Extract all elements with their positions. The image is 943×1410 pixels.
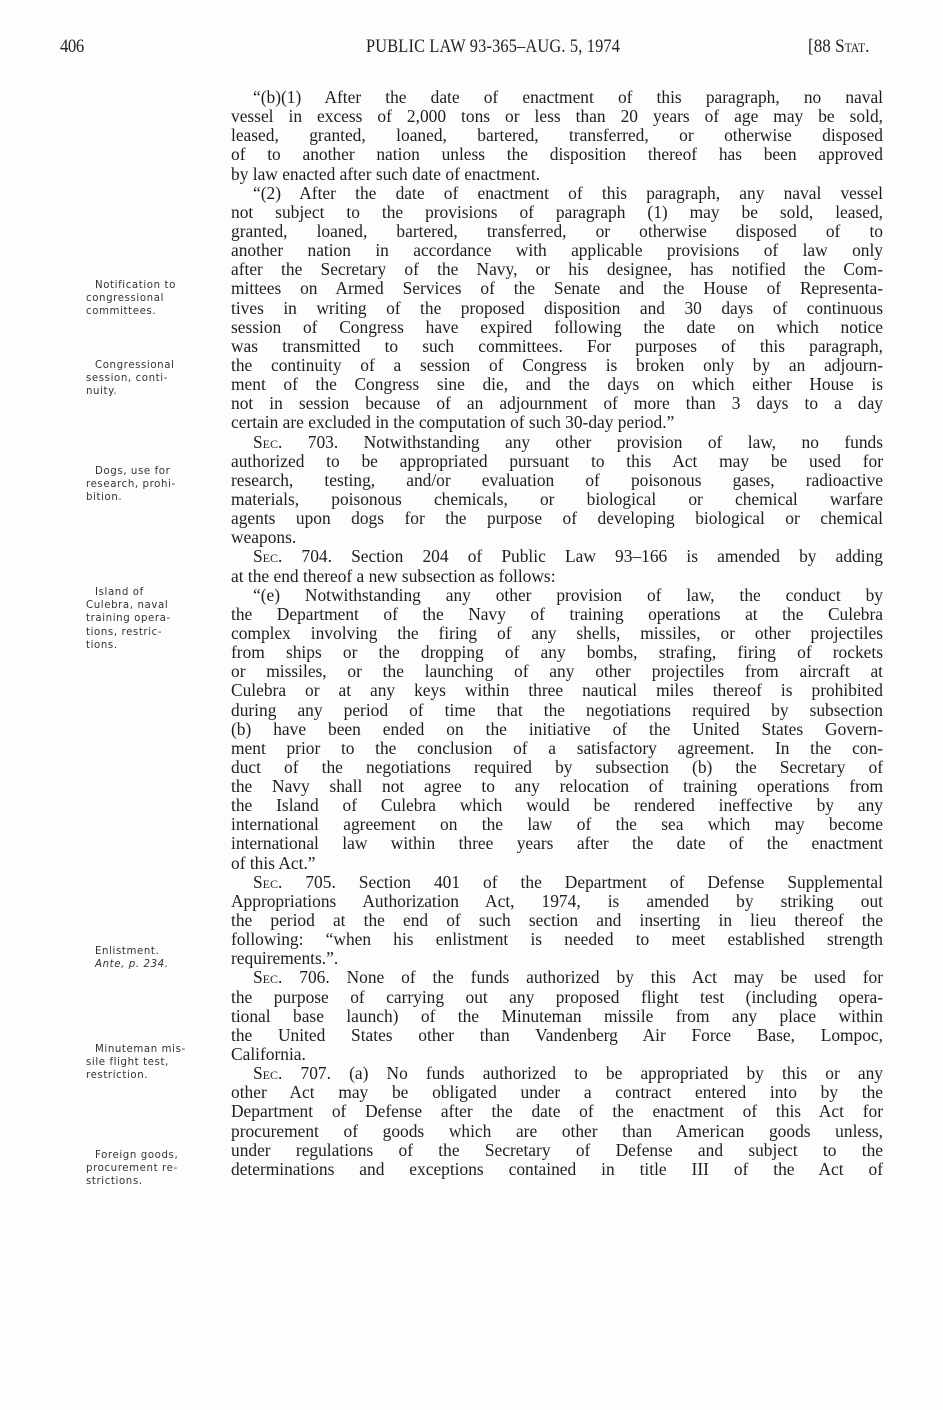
margin-note-line: Notification to bbox=[95, 280, 176, 291]
line-text: the continuity of a session of Congress is broken only by an adjourn- bbox=[231, 354, 883, 375]
line-text: 707. (a) No funds authorized to be appropriated by this or any bbox=[282, 1063, 883, 1084]
text-line bbox=[231, 184, 883, 203]
line-text: not subject to the provisions of paragraph (1) may be sold, leased, bbox=[231, 201, 883, 222]
margin-note-line: Dogs, use for bbox=[95, 466, 171, 477]
text-line bbox=[231, 815, 883, 834]
text-line bbox=[231, 1083, 883, 1102]
line-text: granted, loaned, bartered, transferred, or otherwise disposed of to bbox=[231, 220, 883, 241]
line-text: determinations and exceptions contained in title III of the Act of bbox=[231, 1158, 883, 1179]
margin-note-enlistment bbox=[86, 945, 216, 971]
text-line bbox=[231, 433, 883, 452]
text-line bbox=[231, 241, 883, 260]
margin-note-line: Congressional bbox=[95, 360, 175, 371]
text-line bbox=[231, 279, 883, 298]
margin-note-dogs bbox=[86, 465, 216, 505]
line-text: session of Congress have expired following the date on which notice bbox=[231, 316, 883, 337]
line-text: of to another nation unless the disposition thereof has been approved bbox=[231, 144, 883, 165]
line-text: not in session because of an adjournment of more than 3 days to a day bbox=[231, 393, 883, 414]
line-text: following: “when his enlistment is needed to meet established strength bbox=[231, 929, 883, 950]
text-line bbox=[231, 1160, 883, 1179]
margin-note-foreign-goods bbox=[86, 1149, 216, 1189]
text-line bbox=[231, 222, 883, 241]
margin-note-line: research, prohi- bbox=[86, 479, 176, 491]
text-line bbox=[231, 968, 883, 987]
margin-note-line: tions. bbox=[86, 639, 118, 651]
margin-note-congressional-session bbox=[86, 359, 216, 399]
cross-reference: Ante, p. 234. bbox=[95, 959, 169, 971]
line-text: Culebra or at any keys within three nautical miles thereof is prohibited bbox=[231, 680, 883, 701]
line-text: mittees on Armed Services of the Senate and the House of Representa- bbox=[231, 278, 883, 299]
text-line bbox=[231, 1102, 883, 1121]
section-label: Sec. bbox=[253, 546, 283, 567]
line-text: 704. Section 204 of Public Law 93–166 is amended by adding bbox=[282, 546, 883, 567]
text-line bbox=[231, 605, 883, 624]
statute-volume: [88 bbox=[808, 36, 836, 57]
text-line bbox=[231, 394, 883, 413]
line-text: the Island of Culebra which would be rendered ineffective by any bbox=[231, 795, 883, 816]
body-text bbox=[231, 88, 883, 1179]
margin-note-line: Foreign goods, bbox=[95, 1150, 179, 1161]
text-line bbox=[231, 911, 883, 930]
text-line bbox=[231, 1122, 883, 1141]
section-label: Sec. bbox=[253, 431, 283, 452]
line-text: procurement of goods which are other than American goods unless, bbox=[231, 1120, 883, 1141]
margin-note-line: procurement re- bbox=[86, 1163, 178, 1175]
text-line bbox=[231, 413, 883, 432]
text-line bbox=[231, 567, 883, 586]
line-text: the Department of the Navy of training operations at the Culebra bbox=[231, 603, 883, 624]
line-text: other Act may be obligated under a contract entered into by the bbox=[231, 1082, 883, 1103]
line-text: by law enacted after such date of enactment. bbox=[231, 163, 541, 184]
margin-note-line: Enlistment. bbox=[95, 946, 160, 957]
line-text: vessel in excess of 2,000 tons or less than 20 years of age may be sold, bbox=[231, 106, 883, 127]
line-text: 706. None of the funds authorized by this Act may be used for bbox=[282, 967, 883, 988]
text-line bbox=[231, 547, 883, 566]
text-line bbox=[231, 739, 883, 758]
line-text: or missiles, or the launching of any other projectiles from aircraft at bbox=[231, 661, 883, 682]
line-text: 705. Section 401 of the Department of Defense Supplemental bbox=[282, 871, 883, 892]
text-line bbox=[231, 1007, 883, 1026]
margin-note-line: Minuteman mis- bbox=[95, 1044, 186, 1055]
margin-note-culebra bbox=[86, 586, 216, 652]
text-line bbox=[231, 758, 883, 777]
text-line bbox=[231, 796, 883, 815]
line-text: ment prior to the conclusion of a satisfactory agreement. In the con- bbox=[231, 737, 883, 758]
text-line bbox=[231, 834, 883, 853]
text-line bbox=[231, 988, 883, 1007]
text-line bbox=[231, 1045, 883, 1064]
line-text: the purpose of carrying out any proposed flight test (including opera- bbox=[231, 986, 883, 1007]
line-text: the period at the end of such section and inserting in lieu thereof the bbox=[231, 910, 883, 931]
text-line bbox=[231, 528, 883, 547]
line-text: requirements.”. bbox=[231, 948, 339, 969]
line-text: “(2) After the date of enactment of this paragraph, any naval vessel bbox=[253, 182, 883, 203]
section-label: Sec. bbox=[253, 871, 283, 892]
text-line bbox=[231, 930, 883, 949]
line-text: leased, granted, loaned, bartered, transferred, or otherwise disposed bbox=[231, 125, 883, 146]
text-line bbox=[231, 126, 883, 145]
running-header bbox=[0, 36, 943, 60]
text-line bbox=[231, 509, 883, 528]
text-line bbox=[231, 1026, 883, 1045]
text-line bbox=[231, 260, 883, 279]
text-line bbox=[231, 452, 883, 471]
page-number: 406 bbox=[60, 36, 84, 57]
margin-note-line: congressional bbox=[86, 293, 164, 305]
margin-note-line: committees. bbox=[86, 306, 157, 318]
line-text: (b) have been ended on the initiative of the United States Govern- bbox=[231, 718, 883, 739]
line-text: under regulations of the Secretary of Defense and subject to the bbox=[231, 1139, 883, 1160]
text-line bbox=[231, 681, 883, 700]
line-text: ment of the Congress sine die, and the days on which either House is bbox=[231, 374, 883, 395]
line-text: from ships or the dropping of any bombs, strafing, firing of rockets bbox=[231, 642, 883, 663]
text-line bbox=[231, 586, 883, 605]
header-title: PUBLIC LAW 93-365–AUG. 5, 1974 bbox=[366, 36, 621, 57]
line-text: during any period of time that the negotiations required by subsection bbox=[231, 699, 883, 720]
line-text: was transmitted to such committees. For purposes of this paragraph, bbox=[231, 335, 883, 356]
line-text: duct of the negotiations required by subsection (b) the Secretary of bbox=[231, 756, 883, 777]
text-line bbox=[231, 356, 883, 375]
text-line bbox=[231, 892, 883, 911]
margin-note-line: nuity. bbox=[86, 386, 118, 398]
margin-note-line: training opera- bbox=[86, 613, 171, 625]
line-text: the Navy shall not agree to any relocation of training operations from bbox=[231, 776, 883, 797]
line-text: the United States other than Vandenberg Air Force Base, Lompoc, bbox=[231, 1024, 883, 1045]
text-line bbox=[231, 701, 883, 720]
margin-note-line: Island of bbox=[95, 587, 144, 598]
margin-note-line: Culebra, naval bbox=[86, 600, 169, 612]
text-line bbox=[231, 203, 883, 222]
text-line bbox=[231, 662, 883, 681]
line-text: another nation in accordance with applicable provisions of law only bbox=[231, 240, 883, 261]
section-label: Sec. bbox=[253, 1063, 283, 1084]
line-text: 703. Notwithstanding any other provision of law, no funds bbox=[282, 431, 883, 452]
line-text: California. bbox=[231, 1044, 306, 1065]
line-text: complex involving the firing of any shells, missiles, or other projectiles bbox=[231, 622, 883, 643]
text-line bbox=[231, 854, 883, 873]
line-text: tives in writing of the proposed disposition and 30 days of continuous bbox=[231, 297, 883, 318]
line-text: after the Secretary of the Navy, or his designee, has notified the Com- bbox=[231, 259, 883, 280]
margin-note-line: sile flight test, bbox=[86, 1057, 169, 1069]
statute-reference bbox=[808, 36, 869, 58]
text-line bbox=[231, 165, 883, 184]
line-text: Department of Defense after the date of the enactment of this Act for bbox=[231, 1101, 883, 1122]
text-line bbox=[231, 720, 883, 739]
line-text: certain are excluded in the computation of such 30-day period.” bbox=[231, 412, 675, 433]
margin-note-line: restriction. bbox=[86, 1070, 149, 1082]
text-line bbox=[231, 777, 883, 796]
line-text: materials, poisonous chemicals, or biological or chemical warfare bbox=[231, 488, 883, 509]
text-line bbox=[231, 624, 883, 643]
text-line bbox=[231, 1064, 883, 1083]
text-line bbox=[231, 471, 883, 490]
line-text: international agreement on the law of the sea which may become bbox=[231, 814, 883, 835]
margin-note-minuteman bbox=[86, 1043, 216, 1083]
text-line bbox=[231, 145, 883, 164]
text-line bbox=[231, 1141, 883, 1160]
statute-label: Stat. bbox=[835, 36, 870, 57]
text-line bbox=[231, 88, 883, 107]
text-line bbox=[231, 337, 883, 356]
line-text: at the end thereof a new subsection as follows: bbox=[231, 565, 556, 586]
line-text: “(e) Notwithstanding any other provision of law, the conduct by bbox=[253, 584, 883, 605]
text-line bbox=[231, 299, 883, 318]
text-line bbox=[231, 318, 883, 337]
line-text: weapons. bbox=[231, 527, 297, 548]
text-line bbox=[231, 375, 883, 394]
section-label: Sec. bbox=[253, 967, 283, 988]
margin-note-line: session, conti- bbox=[86, 373, 168, 385]
text-line bbox=[231, 949, 883, 968]
text-line bbox=[231, 873, 883, 892]
line-text: “(b)(1) After the date of enactment of this paragraph, no naval bbox=[253, 87, 883, 107]
line-text: agents upon dogs for the purpose of developing biological or chemical bbox=[231, 508, 883, 529]
line-text: research, testing, and/or evaluation of poisonous gases, radioactive bbox=[231, 469, 883, 490]
margin-note-notification bbox=[86, 279, 216, 319]
line-text: international law within three years after the date of the enactment bbox=[231, 833, 883, 854]
margin-note-line: tions, restric- bbox=[86, 626, 163, 638]
margin-note-line: strictions. bbox=[86, 1176, 143, 1188]
text-line bbox=[231, 643, 883, 662]
line-text: tional base launch) of the Minuteman missile from any place within bbox=[231, 1005, 883, 1026]
margin-note-line: bition. bbox=[86, 492, 123, 504]
line-text: of this Act.” bbox=[231, 852, 316, 873]
text-line bbox=[231, 490, 883, 509]
text-line bbox=[231, 107, 883, 126]
line-text: Appropriations Authorization Act, 1974, is amended by striking out bbox=[231, 890, 883, 911]
line-text: authorized to be appropriated pursuant to this Act may be used for bbox=[231, 450, 883, 471]
